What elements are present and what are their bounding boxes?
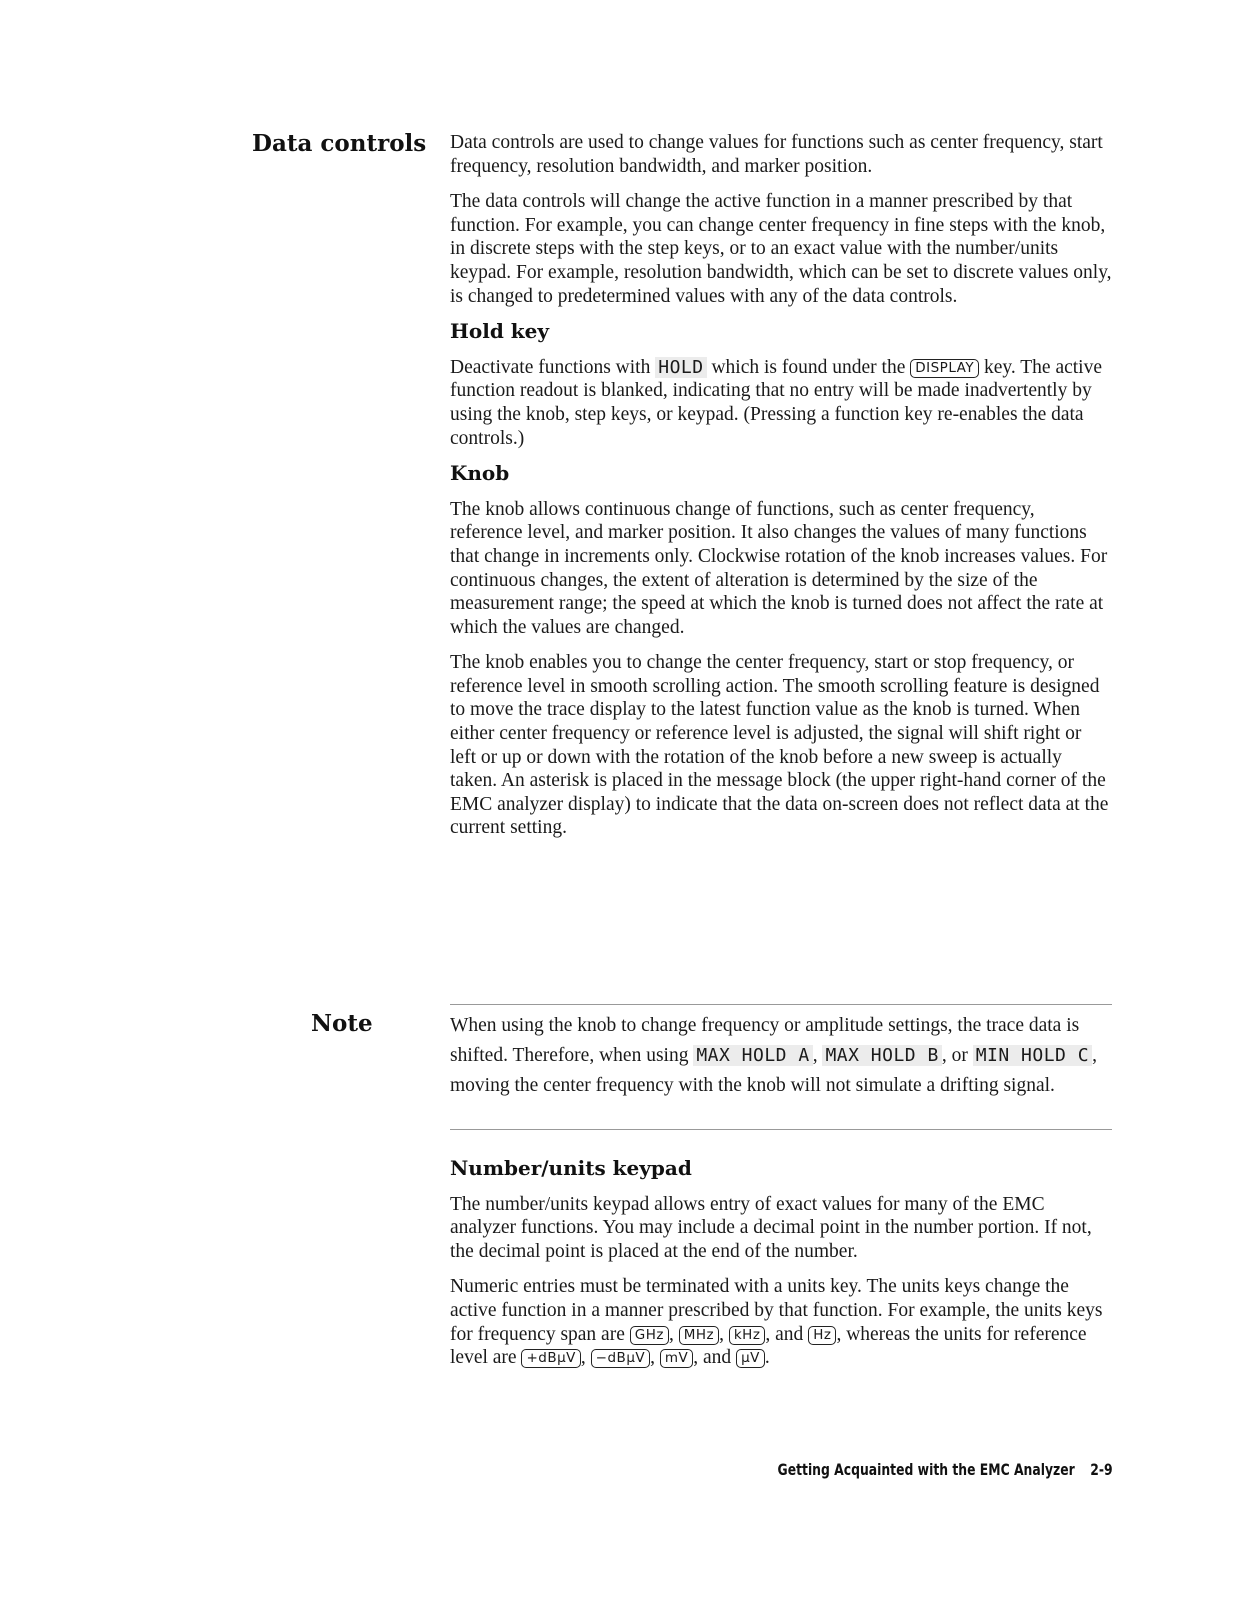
khz-key: kHz <box>729 1326 766 1345</box>
max-hold-b-softkey: MAX HOLD B <box>822 1045 941 1066</box>
keypad-text-end: . <box>764 1347 770 1369</box>
min-hold-c-softkey: MIN HOLD C <box>973 1045 1092 1066</box>
keypad-sep-3: , and <box>765 1323 809 1345</box>
keypad-paragraph-1: The number/units keypad allows entry of exact values for many of the EMC analyzer functions. You may include a decimal point in the number portion. If not, the decimal point is placed at the end of the number. <box>450 1193 1092 1262</box>
hold-key-paragraph <box>450 356 1112 450</box>
note-text-2: , <box>812 1045 823 1066</box>
knob-paragraph-1: The knob allows continuous change of functions, such as center frequency, reference level, and marker position. It also changes the values of many functions that change in increments only. Clockwise rotation of the knob increases values. For continuous changes, the extent of alteration is determined by the size of the measurement range; the speed at which the knob is turned does not affect the rate at which the values are changed. <box>450 498 1108 638</box>
main-column-bottom <box>450 1157 1112 1382</box>
keypad-sep-6: , and <box>693 1347 737 1369</box>
keypad-sep-2: , <box>719 1323 729 1345</box>
section-heading-data-controls: Data controls <box>252 130 427 157</box>
note-label: Note <box>311 1010 373 1037</box>
hz-key: Hz <box>808 1326 836 1345</box>
hold-text-3: key. The active function readout is blanked, indicating that no entry will be made inadvertently by using the knob, step keys, or keypad. (Pressing a function key re-enables the data controls.) <box>450 356 1102 449</box>
footer-title: Getting Acquainted with the EMC Analyzer <box>777 1460 1076 1479</box>
ghz-key: GHz <box>630 1326 669 1345</box>
mhz-key: MHz <box>679 1326 719 1345</box>
keypad-sep-4: , <box>580 1347 591 1369</box>
keypad-paragraph-2 <box>450 1275 1112 1369</box>
keypad-heading: Number/units keypad <box>450 1156 692 1180</box>
note-bottom-rule <box>450 1129 1112 1130</box>
keypad-text-start: Numeric entries must be terminated with a units key. The units keys change the active function in a manner prescribed by that function. For example, the units keys for frequency span are <box>450 1276 1103 1345</box>
intro-paragraph-2: The data controls will change the active function in a manner prescribed by that function. For example, you can change center frequency in fine steps with the knob, in discrete steps with the step keys, or to an exact value with the number/units keypad. For example, resolution bandwidth, which can be set to discrete values only, is changed to predetermined values with any of the data controls. <box>450 191 1112 307</box>
keypad-text-mid: , whereas the units for reference level are <box>450 1323 1087 1369</box>
max-hold-a-softkey: MAX HOLD A <box>693 1045 812 1066</box>
hold-softkey: HOLD <box>655 357 706 378</box>
hold-key-heading: Hold key <box>450 319 549 344</box>
page-number: 2-9 <box>1090 1460 1113 1479</box>
minus-dbuv-key: −dBμV <box>591 1349 650 1368</box>
mv-key: mV <box>660 1349 693 1368</box>
note-paragraph <box>450 1011 1112 1101</box>
note-text-4: , moving the center frequency with the knob will not simulate a drifting signal. <box>450 1045 1097 1096</box>
plus-dbuv-key: +dBμV <box>521 1349 580 1368</box>
intro-paragraph-1: Data controls are used to change values for functions such as center frequency, start frequency, resolution bandwidth, and marker position. <box>450 132 1103 177</box>
page-footer <box>778 1460 1113 1479</box>
knob-paragraph-2: The knob enables you to change the center frequency, start or stop frequency, or reference level in smooth scrolling action. The smooth scrolling feature is designed to move the trace display to the latest function value as the knob is turned. When either center frequency or reference level is adjusted, the signal will shift right or left or up or down with the rotation of the knob before a new sweep is actually taken. An asterisk is placed in the message block (the upper right-hand corner of the EMC analyzer display) to indicate that the data on-screen does not reflect data at the current setting. <box>450 652 1109 839</box>
main-column-top <box>450 131 1112 852</box>
note-text-3: , or <box>941 1045 973 1066</box>
keypad-sep-1: , <box>668 1323 679 1345</box>
display-hardkey: DISPLAY <box>910 359 979 378</box>
hold-text-1: Deactivate functions with <box>450 356 656 378</box>
hold-text-2: which is found under the <box>706 356 911 378</box>
knob-heading: Knob <box>450 461 510 486</box>
note-text-1: When using the knob to change frequency or amplitude settings, the trace data is shifted. Therefore, when using <box>450 1015 1080 1066</box>
keypad-sep-5: , <box>650 1347 660 1369</box>
uv-key: μV <box>736 1349 765 1368</box>
note-block <box>450 1011 1112 1101</box>
note-top-rule <box>450 1004 1112 1005</box>
